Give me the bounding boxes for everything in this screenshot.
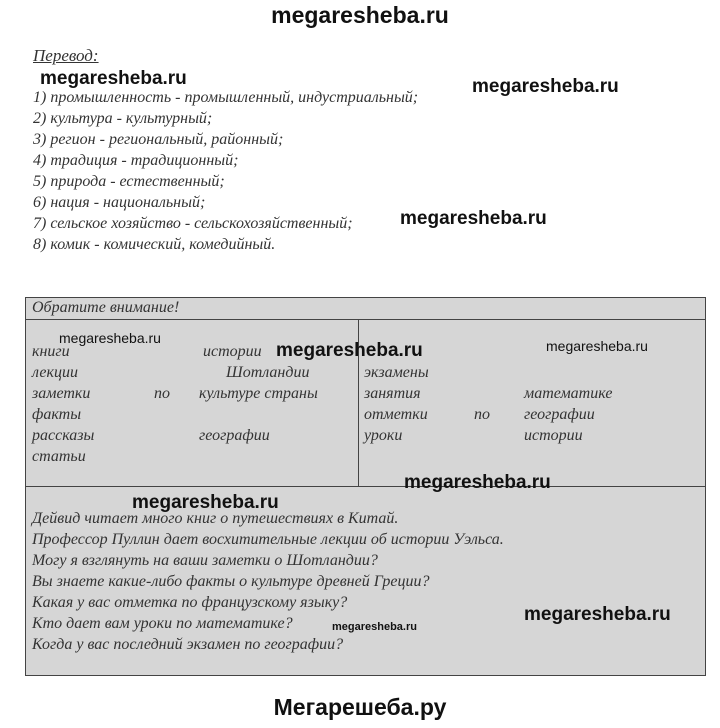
- word-item: рассказы: [32, 427, 95, 444]
- word-item: лекции: [32, 364, 78, 381]
- site-header: megaresheba.ru: [271, 2, 449, 28]
- example-sentence: Какая у вас отметка по французскому языку?: [32, 594, 348, 611]
- translation-line: 7) сельское хозяйство - сельскохозяйственный;: [33, 215, 353, 232]
- example-sentence: Вы знаете какие-либо факты о культуре древней Греции?: [32, 573, 430, 590]
- translation-title: Перевод:: [33, 46, 99, 65]
- watermark: megaresheba.ru: [276, 340, 423, 361]
- preposition: по: [474, 406, 490, 423]
- translation-line: 5) природа - естественный;: [33, 173, 225, 190]
- word-item: книги: [32, 343, 70, 360]
- word-item: статьи: [32, 448, 86, 465]
- word-item: уроки: [364, 427, 403, 444]
- translation-line: 3) регион - региональный, районный;: [33, 131, 284, 148]
- attention-box-header: [26, 298, 705, 320]
- example-sentence: Кто дает вам уроки по математике?: [32, 615, 293, 632]
- translation-line: 4) традиция - традиционный;: [33, 152, 239, 169]
- word-item: истории: [524, 427, 583, 444]
- word-item: Шотландии: [226, 364, 310, 381]
- watermark: megaresheba.ru: [404, 472, 551, 493]
- watermark: megaresheba.ru: [472, 76, 619, 97]
- watermark: megaresheba.ru: [59, 330, 161, 346]
- word-item: культуре страны: [199, 385, 318, 402]
- word-item: географии: [524, 406, 595, 423]
- watermark: megaresheba.ru: [40, 68, 187, 89]
- example-sentence: Дейвид читает много книг о путешествиях в Китай.: [32, 510, 399, 527]
- translation-line: 8) комик - комический, комедийный.: [33, 236, 276, 253]
- watermark: megaresheba.ru: [132, 492, 279, 513]
- section-divider: [26, 486, 705, 487]
- translation-line: 2) культура - культурный;: [33, 110, 213, 127]
- watermark: megaresheba.ru: [400, 208, 547, 229]
- example-sentence: Когда у вас последний экзамен по географии?: [32, 636, 344, 653]
- word-item: математике: [524, 385, 613, 402]
- attention-box-title: Обратите внимание!: [32, 299, 180, 316]
- example-sentence: Могу я взглянуть на ваши заметки о Шотландии?: [32, 552, 378, 569]
- watermark: megaresheba.ru: [524, 604, 671, 625]
- word-item: географии: [199, 427, 270, 444]
- preposition: по: [154, 385, 170, 402]
- site-footer: Мегарешеба.ру: [273, 694, 447, 720]
- word-item: факты: [32, 406, 82, 423]
- watermark: megaresheba.ru: [332, 621, 417, 633]
- word-item: занятия: [364, 385, 421, 402]
- translation-line: 1) промышленность - промышленный, индустриальный;: [33, 89, 419, 106]
- translation-line: 6) нация - национальный;: [33, 194, 206, 211]
- word-item: экзамены: [364, 364, 429, 381]
- word-item: истории: [203, 343, 262, 360]
- word-item: заметки: [32, 385, 91, 402]
- example-sentence: Профессор Пуллин дает восхитительные лекции об истории Уэльса.: [32, 531, 504, 548]
- watermark: megaresheba.ru: [546, 338, 648, 354]
- word-item: отметки: [364, 406, 428, 423]
